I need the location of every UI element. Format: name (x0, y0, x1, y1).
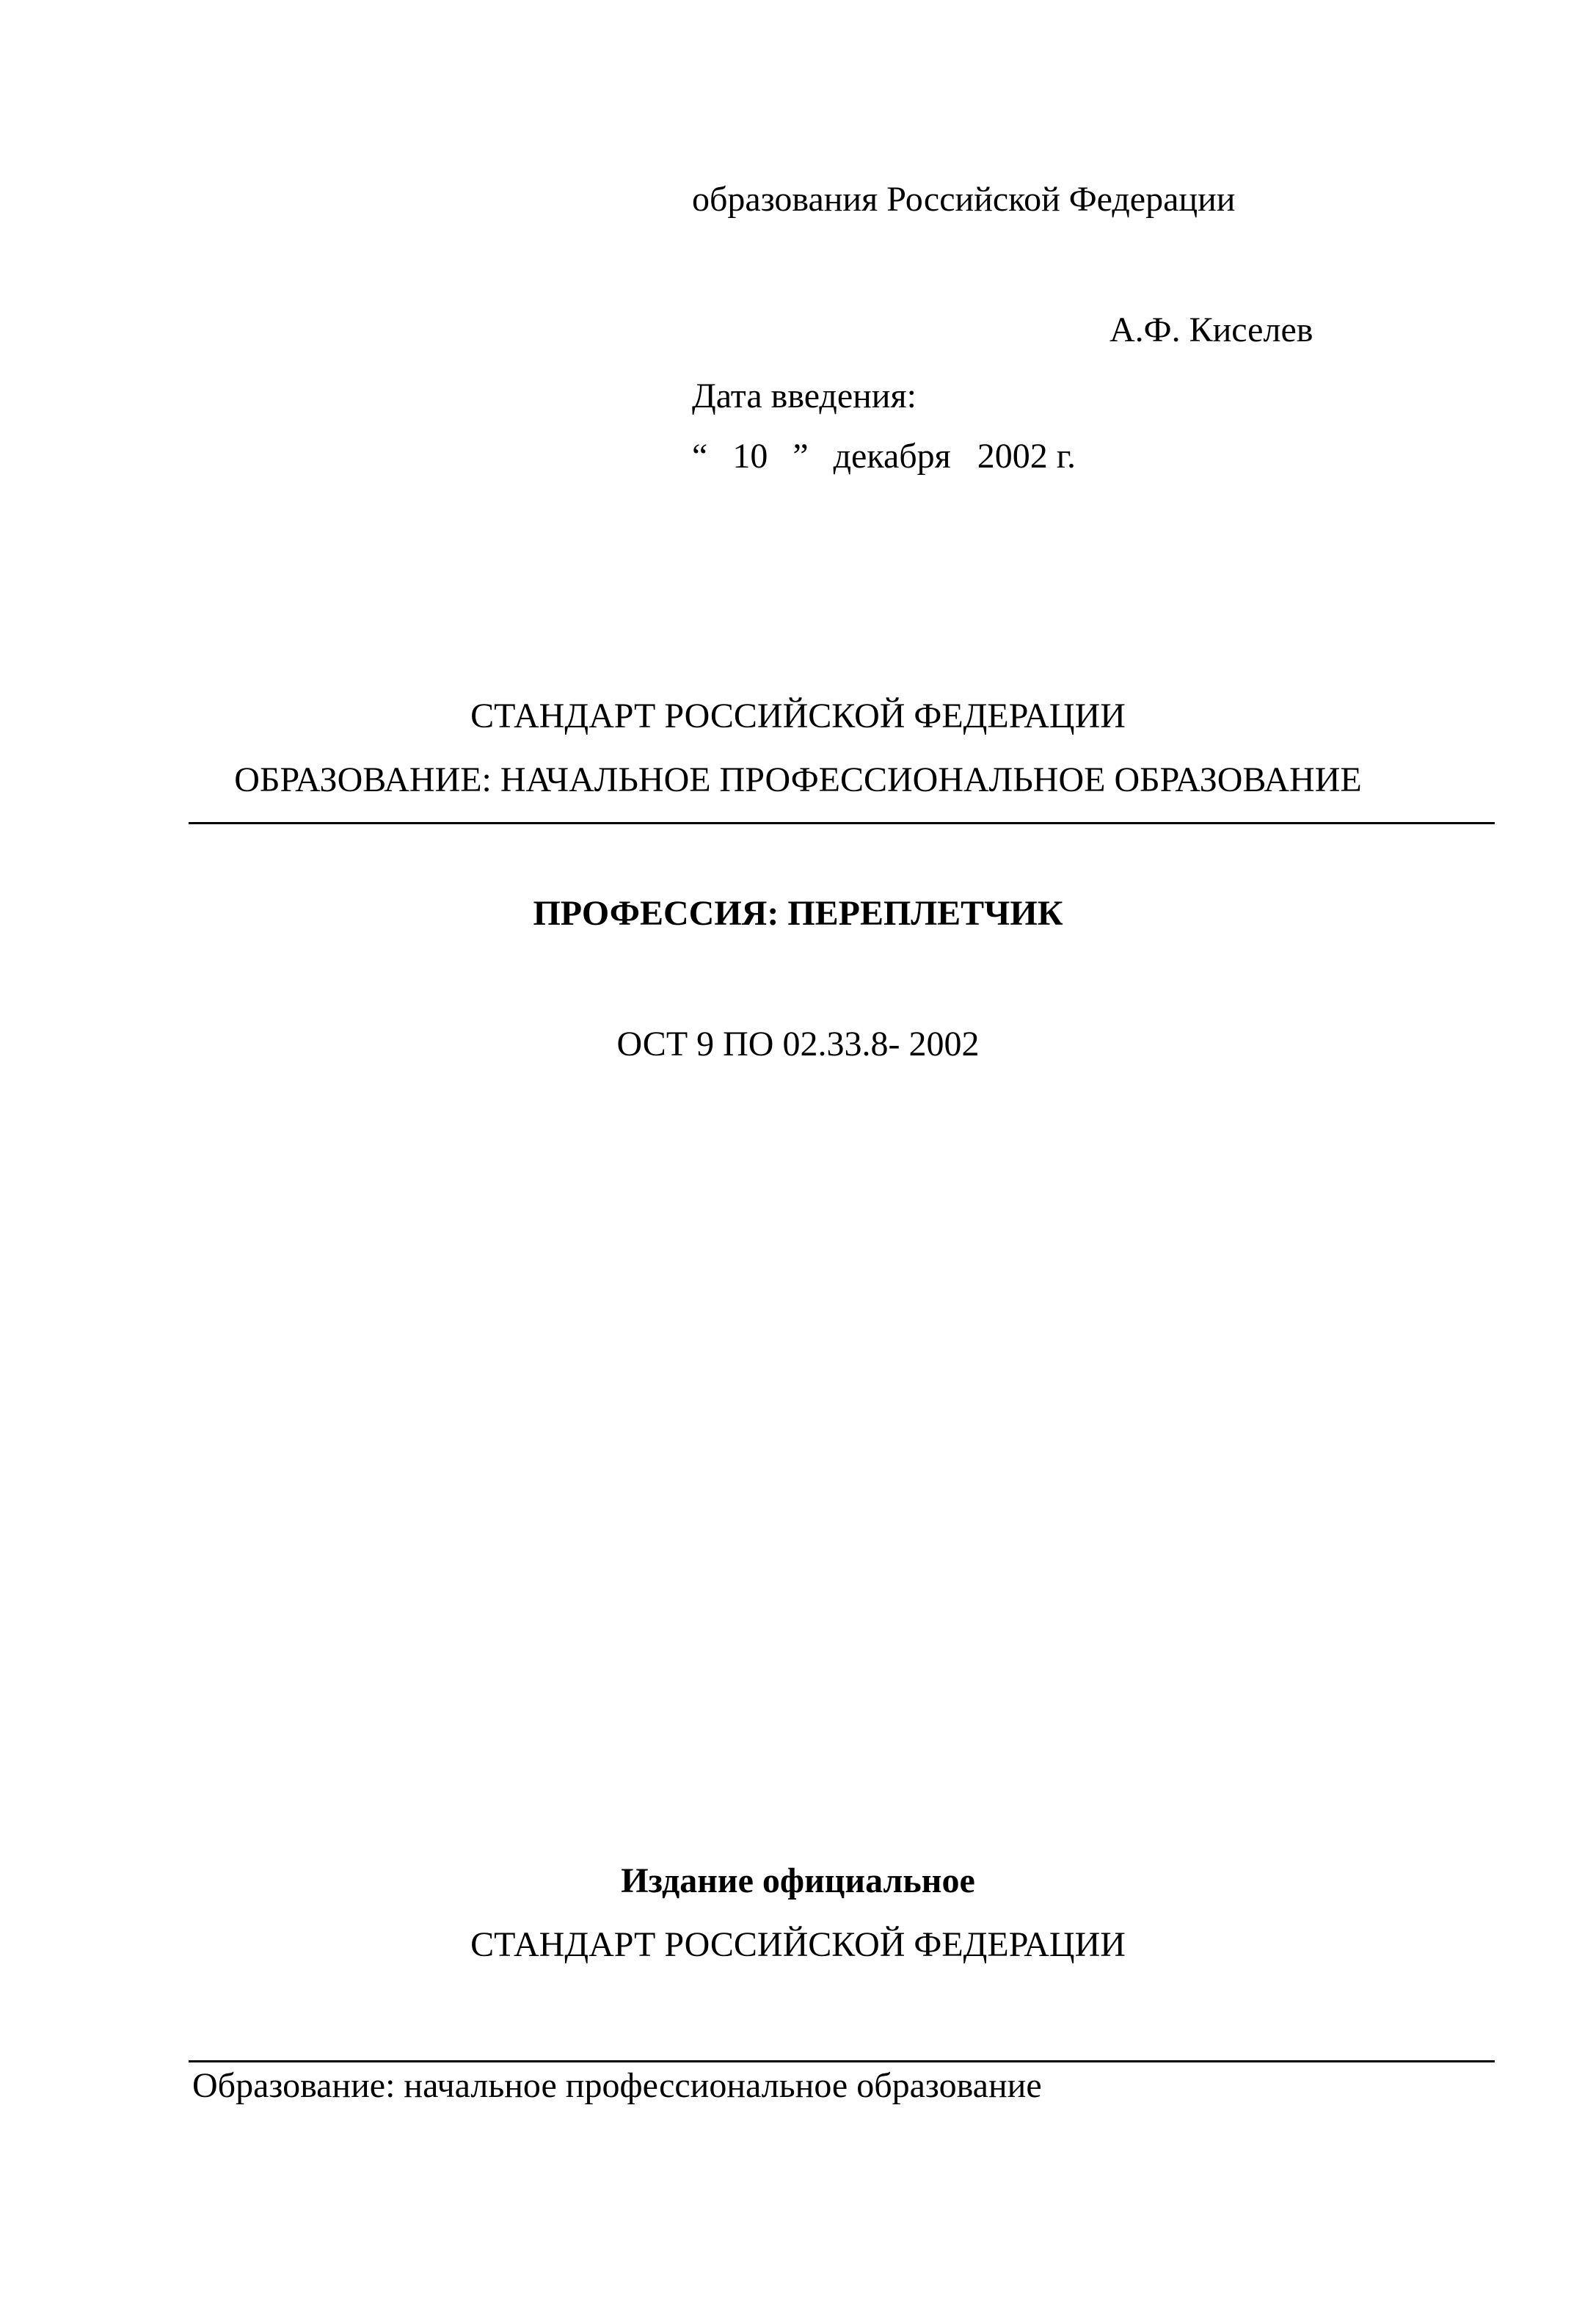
date-open-quote: “ (692, 437, 708, 476)
footer-standard-title: СТАНДАРТ РОССИЙСКОЙ ФЕДЕРАЦИИ (470, 1925, 1126, 1964)
header-divider (189, 822, 1495, 824)
date-month: декабря (833, 437, 951, 476)
edition-label: Издание официальное (621, 1861, 975, 1900)
date-close-quote: ” (792, 437, 809, 476)
footer-divider (189, 2060, 1495, 2062)
date-day: 10 (732, 437, 768, 476)
date-year: 2002 г. (977, 437, 1076, 476)
approval-date-label: Дата введения: (692, 377, 917, 415)
approval-date (692, 435, 1076, 479)
footer-bottom-line: Образование: начальное профессиональное образование (192, 2066, 1042, 2105)
approval-org-line: образования Российской Федерации (692, 180, 1236, 219)
standard-title: СТАНДАРТ РОССИЙСКОЙ ФЕДЕРАЦИИ (470, 697, 1126, 735)
approval-signatory: А.Ф. Киселев (1109, 310, 1313, 349)
profession-title: ПРОФЕССИЯ: ПЕРЕПЛЕТЧИК (533, 894, 1063, 933)
standard-code: ОСТ 9 ПО 02.33.8- 2002 (616, 1025, 980, 1064)
standard-subtitle: ОБРАЗОВАНИЕ: НАЧАЛЬНОЕ ПРОФЕССИОНАЛЬНОЕ ОБРАЗОВАНИЕ (234, 760, 1362, 799)
